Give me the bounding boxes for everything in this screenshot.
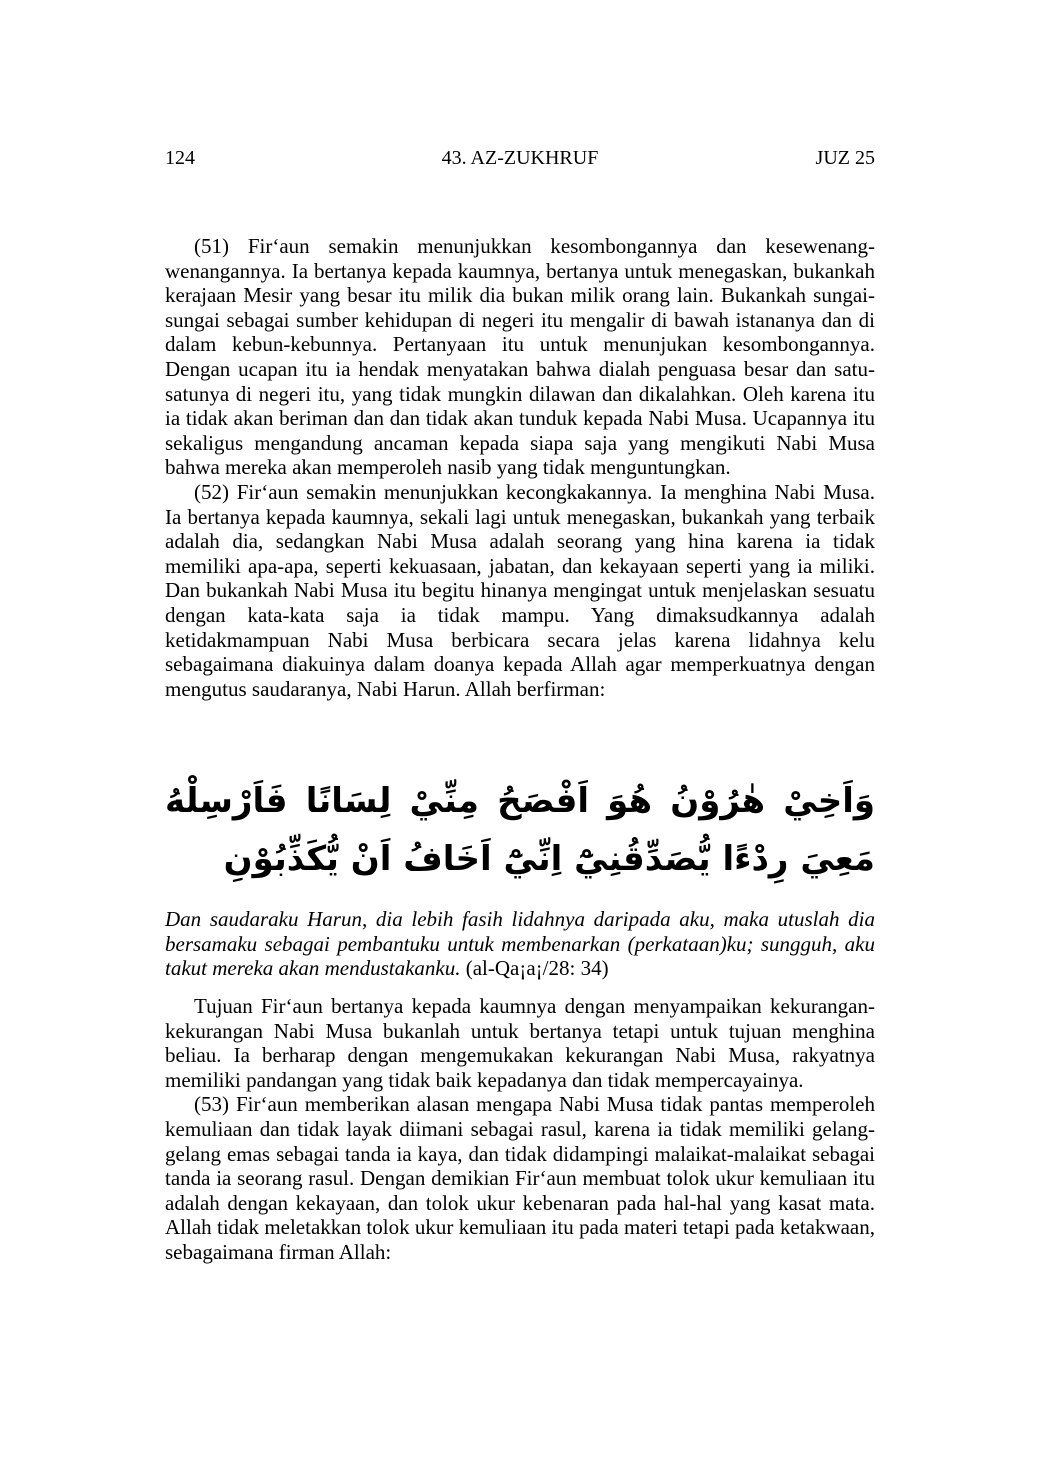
page-header: [165, 143, 875, 173]
chapter-title: 43. AZ-ZUKHRUF: [441, 147, 599, 169]
commentary-bottom: [165, 994, 875, 1265]
paragraph-verse-52: (52) Fir‘aun semakin menunjukkan kecongkakannya. Ia menghina Nabi Musa. Ia bertanya kepada kaumnya, sekali lagi untuk menegaskan, bukankah yang terbaik adalah dia, sedangkan Nabi Musa adalah seorang yang hina karena ia tidak memiliki apa-apa, seperti kekuasaan, jabatan, dan kekayaan seperti yang ia miliki. Dan bukankah Nabi Musa itu begitu hinanya mengingat untuk menjelaskan sesuatu dengan kata-kata saja ia tidak mampu. Yang dimaksudkannya adalah ketidakmampuan Nabi Musa berbicara secara jelas karena lidahnya kelu sebagaimana diakuinya dalam doanya kepada Allah agar memperkuatnya dengan mengutus saudaranya, Nabi Harun. Allah berfirman:: [165, 479, 875, 701]
commentary-top: [165, 234, 875, 701]
verse-translation: [165, 907, 875, 981]
paragraph-purpose: Tujuan Fir‘aun bertanya kepada kaumnya dengan menyampaikan kekurangan-kekurangan Nabi Musa bukanlah untuk bertanya tetapi untuk tujuan menghina beliau. Ia berharap dengan mengemukakan kekurangan Nabi Musa, rakyatnya memiliki pandangan yang tidak baik kepadanya dan tidak mempercayainya.: [165, 994, 875, 1092]
juz-label: JUZ 25: [815, 147, 875, 169]
page-number: 124: [165, 147, 195, 169]
paragraph-verse-51: (51) Fir‘aun semakin menunjukkan kesombongannya dan kesewenang-wenangannya. Ia bertanya kepada kaumnya, bertanya untuk menegaskan, bukankah kerajaan Mesir yang besar itu milik dia bukan milik orang lain. Bukankah sungai-sungai sebagai sumber kehidupan di negeri itu mengalir di bawah istananya dan di dalam kebun-kebunnya. Pertanyaan itu untuk menunjukan kesombongannya. Dengan ucapan itu ia hendak menyatakan bahwa dialah penguasa besar dan satu-satunya di negeri itu, yang tidak mungkin dilawan dan dikalahkan. Oleh karena itu ia tidak akan beriman dan dan tidak akan tunduk kepada Nabi Musa. Ucapannya itu sekaligus mengandung ancaman kepada siapa saja yang mengikuti Nabi Musa bahwa mereka akan memperoleh nasib yang tidak menguntungkan.: [165, 234, 875, 480]
translation-reference: (al-Qa¡a¡/28: 34): [465, 956, 609, 981]
arabic-verse: وَاَخِيْ هٰرُوْنُ هُوَ اَفْصَحُ مِنِّيْ لِسَانًا فَاَرْسِلْهُ مَعِيَ رِدْءًا يُّصَدِّقُنِيْٓ اِنِّيْٓ اَخَافُ اَنْ يُّكَذِّبُوْنِ: [165, 781, 875, 879]
paragraph-verse-53: (53) Fir‘aun memberikan alasan mengapa Nabi Musa tidak pantas memperoleh kemuliaan dan tidak layak diimani sebagai rasul, karena ia tidak memiliki gelang-gelang emas sebagai tanda ia kaya, dan tidak didampingi malaikat-malaikat sebagai tanda ia seorang rasul. Dengan demikian Fir‘aun membuat tolok ukur kemuliaan itu adalah dengan kekayaan, dan tolok ukur kebenaran pada hal-hal yang kasat mata. Allah tidak meletakkan tolok ukur kemuliaan itu pada materi tetapi pada ketakwaan, sebagaimana firman Allah:: [165, 1092, 875, 1264]
translation-text: Dan saudaraku Harun, dia lebih fasih lidahnya daripada aku, maka utuslah dia bersamaku sebagai pembantuku untuk membenarkan (perkataan)ku; sungguh, aku takut mereka akan mendustakanku.: [165, 907, 875, 981]
